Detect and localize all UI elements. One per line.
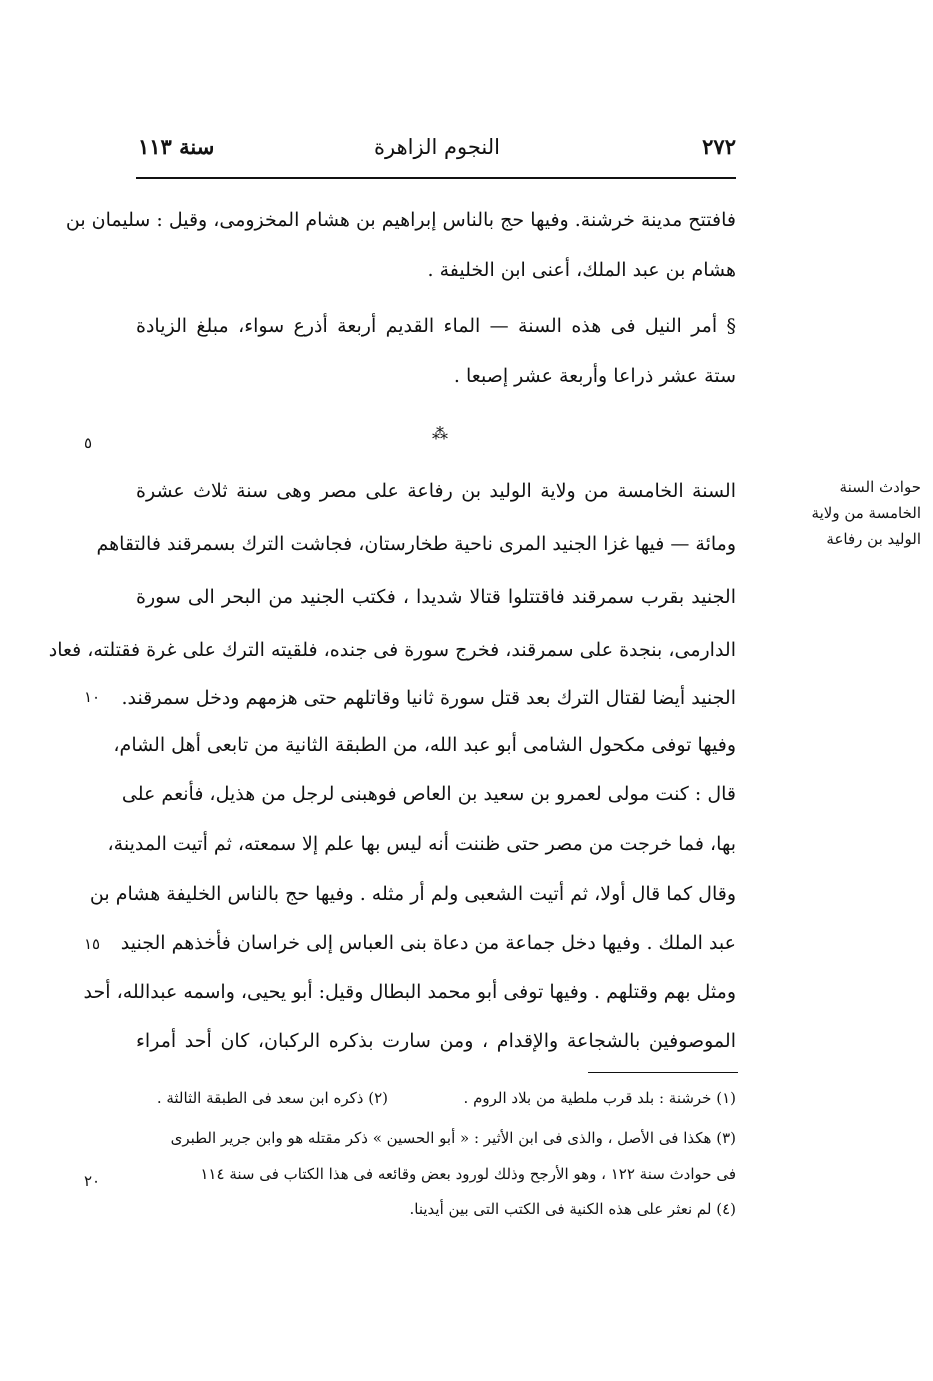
margin-note-line: الخامسة من ولاية [811, 504, 921, 522]
footnote-2: (٢) ذكره ابن سعد فى الطبقة الثالثة . [156, 1089, 388, 1107]
footnote-3: (٣) هكذا فى الأصل ، والذى فى ابن الأثير : « أبو الحسين » ذكر مقتله هو وابن جرير الطبرى [170, 1129, 736, 1147]
body-line: الجنيد بقرب سمرقند فاقتتلوا قتالا شديدا ، فكتب الجنيد من البحر الى سورة [136, 586, 736, 608]
page-number: ٢٧٢ [702, 134, 736, 159]
body-line: فافتتح مدينة خرشنة. وفيها حج بالناس إبراهيم بن هشام المخزومى، وقيل : سليمان بن [65, 209, 736, 231]
body-line: ومائة — فيها غزا الجنيد المرى ناحية طخارستان، فجاشت الترك بسمرقند فالتقاهم [96, 533, 736, 555]
body-line: الدارمى، بنجدة على سمرقند، فخرج سورة فى جنده، فلقيته الترك على غرة فقتلته، فعاد [48, 639, 736, 661]
margin-note-line: حوادث السنة [839, 478, 921, 496]
footnote-rule [588, 1072, 738, 1073]
footnote-4: (٤) لم نعثر على هذه الكنية فى الكتب التى بين أيدينا. [409, 1200, 736, 1218]
body-line: ومثل بهم وقتلهم . وفيها توفى أبو محمد البطال وقيل: أبو يحيى، واسمه عبدالله، أحد [83, 981, 736, 1003]
section-separator: ⁂ [432, 424, 448, 443]
margin-note [809, 474, 921, 552]
running-header [138, 132, 736, 168]
footnote-3-continued: فى حوادث سنة ١٢٢ ، وهو الأرجح وذلك لورود بعض وقائعه فى هذا الكتاب فى سنة ١١٤ [200, 1165, 736, 1183]
body-line: هشام بن عبد الملك، أعنى ابن الخليفة . [427, 259, 736, 281]
body-line: الموصوفين بالشجاعة والإقدام ، ومن سارت بذكره الركبان، كان أحد أمراء [136, 1030, 736, 1052]
body-line: وقال كما قال أولا، ثم أتيت الشعبى ولم أر مثله . وفيها حج بالناس الخليفة هشام بن [89, 883, 736, 905]
body-line: السنة الخامسة من ولاية الوليد بن رفاعة على مصر وهى سنة ثلاث عشرة [136, 480, 736, 502]
margin-note-line: الوليد بن رفاعة [826, 530, 921, 548]
line-number: ١٥ [84, 935, 101, 953]
footnote-1: (١) خرشنة : بلد قرب ملطية من بلاد الروم . [463, 1089, 736, 1107]
year-label: سنة ١١٣ [138, 134, 215, 159]
line-number: ١٠ [84, 688, 101, 706]
body-line: § أمر النيل فى هذه السنة — الماء القديم أربعة أذرع سواء، مبلغ الزيادة [136, 315, 736, 337]
body-line: الجنيد أيضا لقتال الترك بعد قتل سورة ثانيا وقاتلهم حتى هزمهم ودخل سمرقند. [121, 687, 736, 709]
body-line: بها، فما خرجت من مصر حتى ظننت أنه ليس بها علم إلا سمعته، ثم أتيت المدينة، [107, 833, 736, 855]
body-line: عبد الملك . وفيها دخل جماعة من دعاة بنى العباس إلى خراسان فأخذهم الجنيد [120, 932, 736, 954]
header-rule [136, 177, 736, 179]
body-line: وفيها توفى مكحول الشامى أبو عبد الله، من الطبقة الثانية من تابعى أهل الشام، [113, 734, 736, 756]
line-number: ٥ [84, 434, 93, 452]
line-number: ٢٠ [84, 1172, 101, 1190]
body-line: قال : كنت مولى لعمرو بن سعيد بن العاص فوهبنى لرجل من هذيل، فأنعم على [121, 783, 736, 805]
body-line: ستة عشر ذراعا وأربعة عشر إصبعا . [453, 365, 736, 387]
book-title: النجوم الزاهرة [374, 135, 500, 159]
